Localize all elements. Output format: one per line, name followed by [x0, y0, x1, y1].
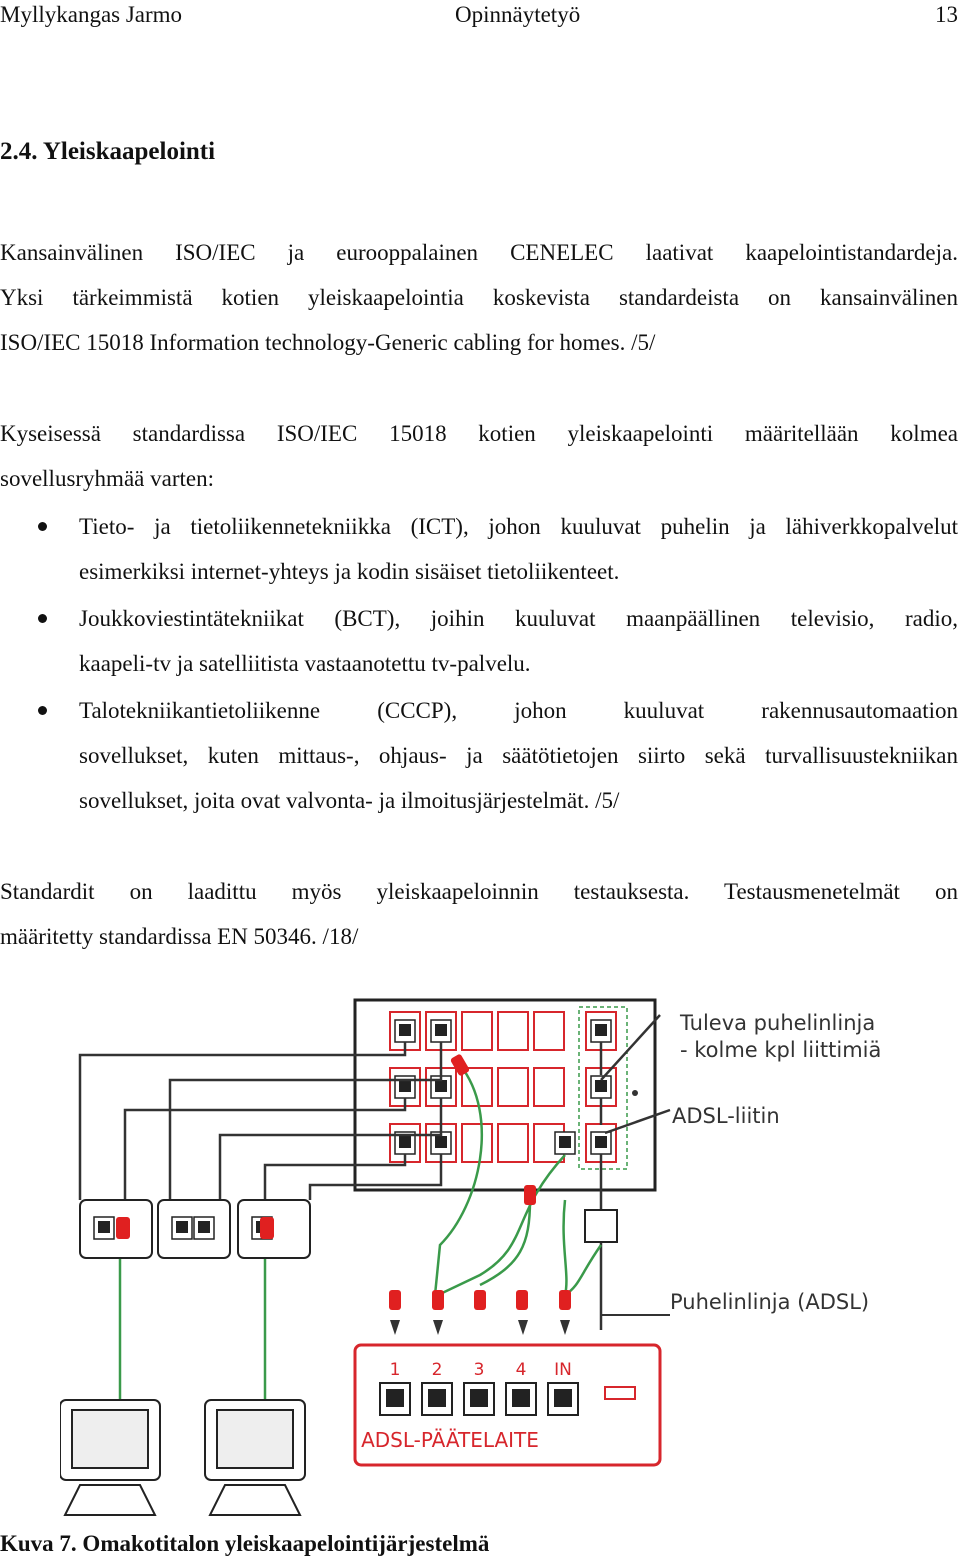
wall-outlets [80, 1200, 310, 1258]
paragraph-line: Standardit on laadittu myös yleiskaapeloinnin testauksesta. Testausmenetelmät on [0, 879, 958, 904]
computer-left [60, 1400, 160, 1515]
terminal-label: ADSL-PÄÄTELAITE [361, 1428, 539, 1452]
port-label: 4 [515, 1360, 527, 1380]
paragraph-standards-intro [0, 230, 958, 365]
paragraph-line: sovellusryhmää varten: [0, 466, 214, 491]
paragraph-application-groups [0, 411, 958, 501]
bullet-icon [38, 706, 47, 715]
port-label: 2 [431, 1360, 443, 1380]
cabling-diagram [60, 985, 940, 1520]
figure-caption: Kuva 7. Omakotitalon yleiskaapelointijärjestelmä [0, 1531, 490, 1556]
list-item-line: sovellukset, joita ovat valvonta- ja ilmoitusjärjestelmät. /5/ [79, 788, 620, 813]
splitter-box [585, 1210, 617, 1242]
list-item-line: kaapeli-tv ja satelliitista vastaanotettu tv-palvelu. [79, 651, 531, 676]
port-label: IN [554, 1360, 572, 1380]
adsl-connector-label: ADSL-liitin [672, 1104, 780, 1128]
header-doc-type: Opinnäytetyö [455, 2, 581, 27]
section-heading: 2.4. Yleiskaapelointi [0, 138, 216, 165]
paragraph-testing [0, 869, 958, 959]
paragraph-line: määritetty standardissa EN 50346. /18/ [0, 924, 359, 949]
list-item-line: sovellukset, kuten mittaus-, ohjaus- ja säätötietojen siirto sekä turvallisuustekniikan [79, 743, 958, 768]
bullet-icon [38, 614, 47, 623]
paragraph-line: Yksi tärkeimmistä kotien yleiskaapelointia koskevista standardeista on kansainvälinen [0, 285, 958, 310]
phone-line-label: Puhelinlinja (ADSL) [670, 1290, 870, 1314]
list-item-line: esimerkiksi internet-yhteys ja kodin sisäiset tietoliikenteet. [79, 559, 620, 584]
bullet-icon [38, 522, 47, 531]
plug-arrows [390, 1320, 570, 1335]
paragraph-line: Kansainvälinen ISO/IEC ja eurooppalainen CENELEC laativat kaapelointistandardeja. [0, 240, 958, 265]
incoming-line-label: Tuleva puhelinlinja [680, 1011, 876, 1035]
list-item-line: Joukkoviestintätekniikat (BCT), joihin kuuluvat maanpäällinen televisio, radio, [79, 606, 958, 631]
list-item [0, 596, 958, 686]
header-page-number: 13 [935, 2, 958, 27]
header-author: Myllykangas Jarmo [0, 2, 183, 27]
computer-right [205, 1400, 305, 1515]
application-group-list [0, 504, 958, 825]
paragraph-line: Kyseisessä standardissa ISO/IEC 15018 kotien yleiskaapelointi määritellään kolmea [0, 421, 958, 446]
list-item [0, 504, 958, 594]
list-item-line: Talotekniikantietoliikenne (CCCP), johon kuuluvat rakennusautomaation [79, 698, 958, 723]
port-label: 3 [473, 1360, 485, 1380]
list-item [0, 688, 958, 823]
paragraph-line: ISO/IEC 15018 Information technology-Generic cabling for homes. /5/ [0, 330, 656, 355]
port-label: 1 [389, 1360, 401, 1380]
incoming-line-sublabel: - kolme kpl liittimiä [680, 1038, 882, 1062]
list-item-line: Tieto- ja tietoliikennetekniikka (ICT), johon kuuluvat puhelin ja lähiverkkopalvelut [79, 514, 958, 539]
